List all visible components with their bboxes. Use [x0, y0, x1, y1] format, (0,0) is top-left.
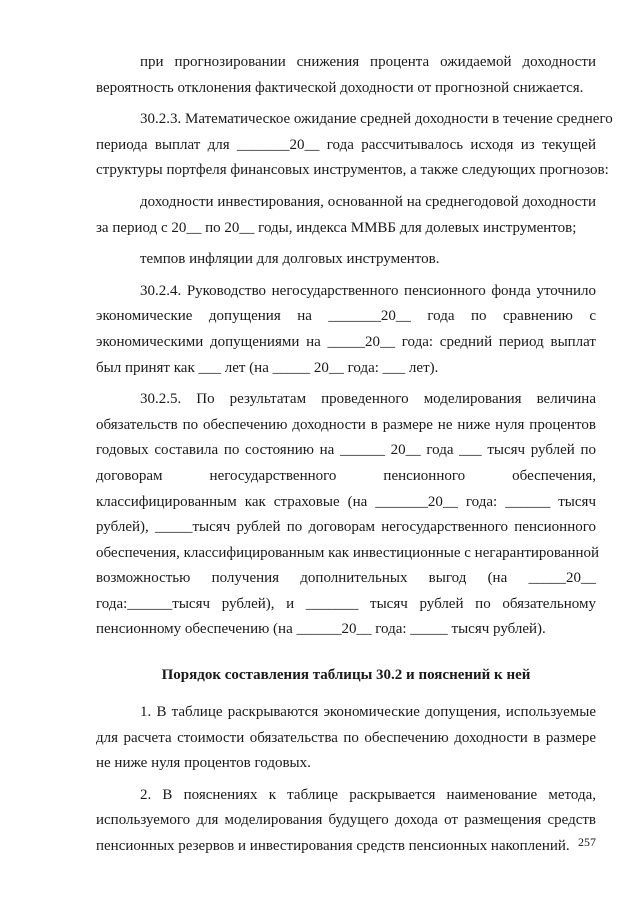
- section-heading: Порядок составления таблицы 30.2 и пояснений к ней: [161, 667, 531, 684]
- paragraph-intro: [96, 50, 596, 101]
- text-line: вероятность отклонения фактической доходности от прогнозной снижается.: [96, 79, 584, 96]
- paragraph-30-2-4: [96, 279, 596, 381]
- text-line: договорам негосударственного пенсионного обеспечения,: [96, 467, 596, 484]
- text-line: 2. В пояснениях к таблице раскрывается наименование метода,: [140, 786, 596, 803]
- text-line: пенсионному обеспечению (на ______20__ года: _____ тысяч рублей).: [96, 621, 546, 638]
- note-2: [96, 783, 596, 860]
- text-line: годовых составила по состоянию на ______ 20__ года ___ тысяч рублей по: [96, 442, 596, 459]
- text-line: темпов инфляции для долговых инструментов.: [140, 251, 440, 268]
- text-line: был принят как ___ лет (на _____ 20__ года: ___ лет).: [96, 359, 439, 376]
- text-line: обеспечения, классифицированным как инвестиционные с негарантированной: [96, 544, 600, 561]
- text-line: обязательств по обеспечению доходности в размере не ниже нуля процентов: [96, 416, 596, 433]
- text-line: возможностью получения дополнительных выгод (на _____20__: [96, 570, 596, 587]
- text-line: экономическими допущениями на _____20__ года: средний период выплат: [96, 333, 596, 350]
- text-line: периода выплат для _______20__ года рассчитывалось исходя из текущей: [96, 136, 596, 153]
- text-line: 1. В таблице раскрываются экономические допущения, используемые: [140, 704, 596, 721]
- text-line: для расчета стоимости обязательства по обеспечению доходности в размере: [96, 729, 596, 746]
- text-line: структуры портфеля финансовых инструментов, а также следующих прогнозов:: [96, 162, 609, 179]
- text-line: года:______тысяч рублей), и _______ тысяч рублей по обязательному: [96, 595, 596, 612]
- text-line: пенсионных резервов и инвестирования средств пенсионных накоплений.: [96, 838, 570, 855]
- text-line: 30.2.4. Руководство негосударственного пенсионного фонда уточнило: [140, 282, 596, 299]
- text-line: доходности инвестирования, основанной на среднегодовой доходности: [140, 193, 596, 210]
- text-line: при прогнозировании снижения процента ожидаемой доходности: [140, 54, 596, 70]
- text-line: за период с 20__ по 20__ годы, индекса ММВБ для долевых инструментов;: [96, 219, 577, 236]
- page-number: 257: [578, 835, 596, 849]
- text-line: 30.2.3. Математическое ожидание средней доходности в течение среднего: [140, 111, 613, 128]
- paragraph-income-forecast: [96, 190, 596, 241]
- paragraph-inflation: [96, 247, 596, 273]
- text-line: экономические допущения на _______20__ года по сравнению с: [96, 308, 596, 325]
- text-line: 30.2.5. По результатам проведенного моделирования величина: [140, 391, 596, 408]
- text-line: классифицированным как страховые (на _______20__ года: ______ тысяч: [96, 493, 596, 510]
- text-line: используемого для моделирования будущего дохода от размещения средств: [96, 812, 596, 829]
- note-1: [96, 700, 596, 777]
- text-line: не ниже нуля процентов годовых.: [96, 755, 311, 772]
- document-page: [96, 50, 613, 860]
- paragraph-30-2-5: [96, 387, 600, 643]
- text-line: рублей), _____тысяч рублей по договорам негосударственного пенсионного: [96, 519, 596, 536]
- paragraph-30-2-3: [96, 107, 613, 184]
